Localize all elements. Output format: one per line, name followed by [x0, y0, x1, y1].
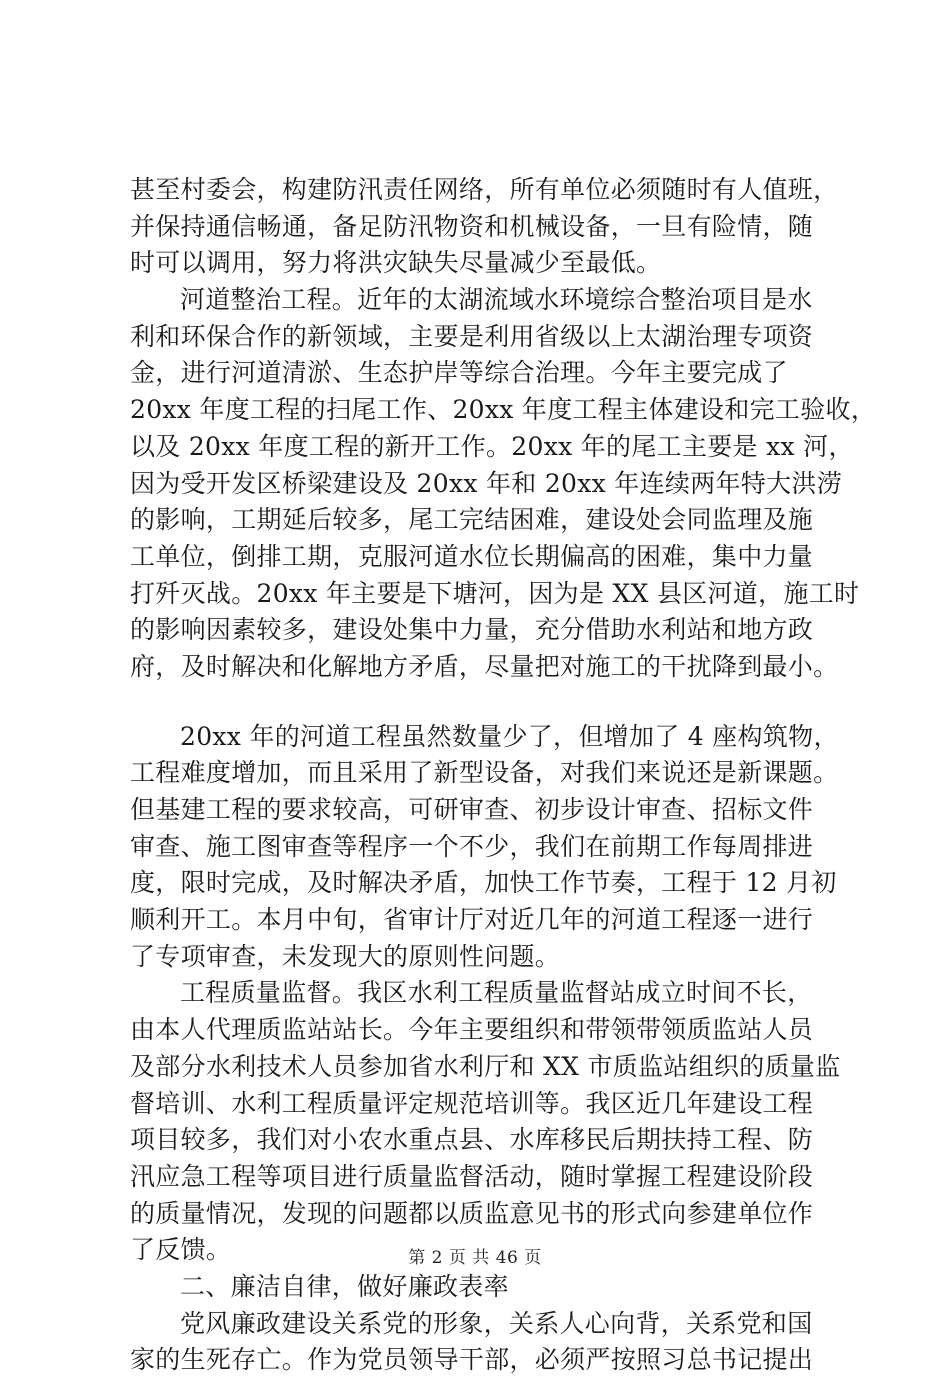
document-body — [130, 172, 877, 1379]
text-line: 但基建工程的要求较高，可研审查、初步设计审查、招标文件 — [130, 795, 814, 824]
paragraph — [130, 975, 841, 1269]
text-line: 的质量情况，发现的问题都以质监意见书的形式向参建单位作 — [130, 1198, 814, 1228]
text-line: 打歼灭战。20xx 年主要是下塘河，因为是 XX 县区河道，施工时 — [130, 578, 860, 608]
text-line: 工单位，倒排工期，克服河道水位长期偏高的困难，集中力量 — [130, 541, 814, 571]
page-footer — [0, 1243, 950, 1268]
text-line: 督培训、水利工程质量评定规范培训等。我区近几年建设工程 — [130, 1088, 814, 1118]
text-line: 利和环保合作的新领域，主要是利用省级以上太湖治理专项资 — [130, 321, 814, 351]
text-line: 了反馈。 — [130, 1235, 232, 1265]
section-heading — [130, 1269, 830, 1306]
text-line: 项目较多，我们对小农水重点县、水库移民后期扶持工程、防 — [130, 1125, 814, 1155]
text-line: 并保持通信畅通，备足防汛物资和机械设备，一旦有险情，随 — [130, 211, 814, 241]
text-line: 汛应急工程等项目进行质量监督活动，随时掌握工程建设阶段 — [130, 1161, 814, 1191]
paragraph — [130, 719, 839, 976]
text-line: 河道整治工程。近年的太湖流域水环境综合整治项目是水 — [180, 285, 813, 315]
text-line: 党风廉政建设关系党的形象，关系人心向背，关系党和国 — [180, 1308, 813, 1338]
text-line: 以及 20xx 年度工程的新开工作。20xx 年的尾工主要是 xx 河， — [130, 431, 854, 461]
paragraph — [130, 282, 877, 686]
text-line: 了专项审查，未发现大的原则性问题。 — [130, 941, 561, 971]
text-line: 审查、施工图审查等程序一个不少，我们在前期工作每周排进 — [130, 831, 814, 861]
text-line: 顺利开工。本月中旬，省审计厅对近几年的河道工程逐一进行 — [130, 905, 814, 935]
page-number-label: 第 2 页 共 46 页 — [408, 1248, 542, 1268]
text-line: 工程难度增加，而且采用了新型设备，对我们来说还是新课题。 — [130, 758, 839, 788]
text-line: 因为受开发区桥梁建设及 20xx 年和 20xx 年连续两年特大洪涝 — [130, 468, 843, 498]
text-line: 由本人代理质监站站长。今年主要组织和带领带领质监站人员 — [130, 1015, 814, 1045]
text-line: 家的生死存亡。作为党员领导干部，必须严按照习总书记提出 — [130, 1345, 814, 1375]
text-line: 金，进行河道清淤、生态护岸等综合治理。今年主要完成了 — [130, 358, 788, 388]
text-line: 的影响，工期延后较多，尾工完结困难，建设处会同监理及施 — [130, 505, 814, 535]
paragraph-spacer — [130, 686, 830, 719]
text-line: 的影响因素较多，建设处集中力量，充分借助水利站和地方政 — [130, 615, 814, 645]
text-line: 20xx 年度工程的扫尾工作、20xx 年度工程主体建设和完工验收， — [130, 395, 877, 425]
heading-text: 二、廉洁自律，做好廉政表率 — [180, 1271, 509, 1301]
text-line: 度，限时完成，及时解决矛盾，加快工作节奏，工程于 12 月初 — [130, 868, 837, 898]
paragraph — [130, 1306, 830, 1379]
text-line: 府，及时解决和化解地方矛盾，尽量把对施工的干扰降到最小。 — [130, 651, 839, 681]
text-line: 及部分水利技术人员参加省水利厅和 XX 市质监站组织的质量监 — [130, 1051, 841, 1081]
paragraph — [130, 172, 839, 282]
text-line: 工程质量监督。我区水利工程质量监督站成立时间不长， — [180, 978, 813, 1008]
text-line: 20xx 年的河道工程虽然数量少了，但增加了 4 座构筑物， — [180, 721, 839, 751]
text-line: 甚至村委会，构建防汛责任网络，所有单位必须随时有人值班， — [130, 175, 839, 204]
text-line: 时可以调用，努力将洪灾缺失尽量减少至最低。 — [130, 248, 662, 278]
